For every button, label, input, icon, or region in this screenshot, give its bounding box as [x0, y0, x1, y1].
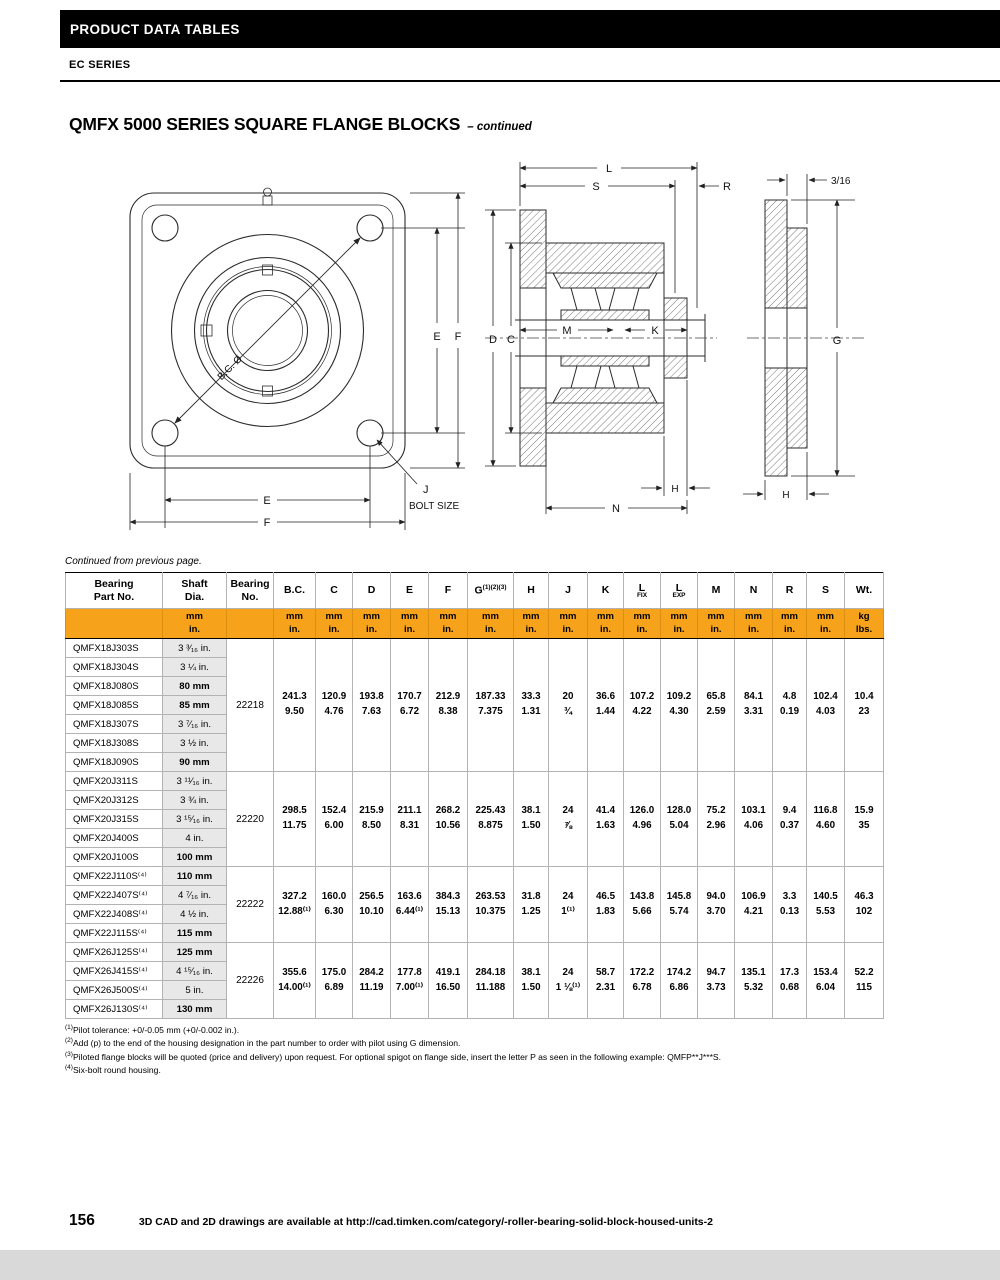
page-title: QMFX 5000 SERIES SQUARE FLANGE BLOCKS — [69, 114, 461, 134]
shaft-dia-cell: 125 mm — [163, 943, 227, 962]
front-view — [130, 188, 405, 468]
col-header-wt: Wt. — [845, 573, 884, 609]
dim-label-j: J — [423, 484, 429, 496]
shaft-dia-cell: 130 mm — [163, 1000, 227, 1019]
dimension-cell: 46.5 1.83 — [588, 867, 624, 943]
dimension-cell: 120.9 4.76 — [316, 639, 353, 772]
part-number-cell: QMFX20J100S — [66, 848, 163, 867]
col-header-shaft-dia: Shaft Dia. — [163, 573, 227, 609]
dim-label-gap: 3/16 — [831, 176, 851, 187]
table-row — [66, 772, 884, 791]
units-cell: mm in. — [163, 609, 227, 639]
units-cell: mm in. — [624, 609, 661, 639]
dim-label-n: N — [612, 503, 620, 515]
units-cell: mm in. — [773, 609, 807, 639]
shaft-dia-cell: 4 ¹⁵⁄₁₆ in. — [163, 962, 227, 981]
part-number-cell: QMFX18J307S — [66, 715, 163, 734]
col-header-j: J — [549, 573, 588, 609]
footer-note: 3D CAD and 2D drawings are available at http://cad.timken.com/category/-roller-bearing-solid-block-housed-units-2 — [138, 1216, 713, 1228]
shaft-dia-cell: 100 mm — [163, 848, 227, 867]
dimension-cell: 58.7 2.31 — [588, 943, 624, 1019]
dim-label-d: D — [489, 334, 497, 346]
col-header-l-fix: L FIX — [624, 573, 661, 609]
shaft-dia-cell: 3 ¼ in. — [163, 658, 227, 677]
dimension-cell: 24 1⁽¹⁾ — [549, 867, 588, 943]
shaft-dia-cell: 4 ½ in. — [163, 905, 227, 924]
dim-label-h-side: H — [782, 490, 790, 501]
continued-note: Continued from previous page. — [65, 556, 202, 567]
bottom-band — [0, 1250, 1000, 1280]
technical-drawing — [65, 146, 935, 550]
shaft-dia-cell: 3 ¹¹⁄₁₆ in. — [163, 772, 227, 791]
part-number-cell: QMFX20J312S — [66, 791, 163, 810]
front-view-dimensions — [130, 193, 465, 530]
part-number-cell: QMFX26J125S⁽⁴⁾ — [66, 943, 163, 962]
part-number-cell: QMFX20J315S — [66, 810, 163, 829]
table-row — [66, 867, 884, 886]
dimension-cell: 103.1 4.06 — [735, 772, 773, 867]
dimension-cell: 15.9 35 — [845, 772, 884, 867]
table-row — [66, 639, 884, 658]
page-title-row — [69, 114, 532, 135]
col-header-m: M — [698, 573, 735, 609]
shaft-dia-cell: 3 ³⁄₁₆ in. — [163, 639, 227, 658]
series-label: EC SERIES — [69, 59, 131, 71]
units-cell: mm in. — [698, 609, 735, 639]
dimension-cell: 41.4 1.63 — [588, 772, 624, 867]
col-header-e: E — [391, 573, 429, 609]
flange-block-drawing — [65, 146, 935, 550]
dimension-cell: 187.33 7.375 — [468, 639, 514, 772]
dimension-cell: 65.8 2.59 — [698, 639, 735, 772]
footnote: $^{(4)}$Six-bolt round housing. — [65, 1063, 161, 1075]
col-header-bearing-no: Bearing No. — [227, 573, 274, 609]
dimension-cell: 163.6 6.44⁽¹⁾ — [391, 867, 429, 943]
dimension-cell: 160.0 6.30 — [316, 867, 353, 943]
dimension-cell: 298.5 11.75 — [274, 772, 316, 867]
dimension-cell: 152.4 6.00 — [316, 772, 353, 867]
part-number-cell: QMFX18J304S — [66, 658, 163, 677]
table-row — [66, 943, 884, 962]
bearing-no-cell: 22220 — [227, 772, 274, 867]
dimension-cell: 10.4 23 — [845, 639, 884, 772]
dimension-cell: 215.9 8.50 — [353, 772, 391, 867]
dim-label-f-bottom: F — [263, 517, 271, 529]
part-number-cell: QMFX18J080S — [66, 677, 163, 696]
top-band — [60, 10, 1000, 48]
part-number-cell: QMFX18J085S — [66, 696, 163, 715]
units-cell: mm in. — [353, 609, 391, 639]
dimension-cell: 172.2 6.78 — [624, 943, 661, 1019]
dimension-cell: 211.1 8.31 — [391, 772, 429, 867]
units-cell: mm in. — [514, 609, 549, 639]
dim-label-e-right: E — [433, 331, 441, 343]
dim-label-h-section: H — [671, 484, 679, 495]
series-rule — [60, 80, 1000, 82]
col-header-s: S — [807, 573, 845, 609]
dimension-cell: 9.4 0.37 — [773, 772, 807, 867]
units-cell-wt: kg lbs. — [845, 609, 884, 639]
part-number-cell: QMFX22J115S⁽⁴⁾ — [66, 924, 163, 943]
dimension-cell: 38.1 1.50 — [514, 943, 549, 1019]
table-units-row — [66, 609, 884, 639]
part-number-cell: QMFX22J110S⁽⁴⁾ — [66, 867, 163, 886]
dimension-cell: 46.3 102 — [845, 867, 884, 943]
part-number-cell: QMFX22J408S⁽⁴⁾ — [66, 905, 163, 924]
dimension-cell: 84.1 3.31 — [735, 639, 773, 772]
dimension-cell: 177.8 7.00⁽¹⁾ — [391, 943, 429, 1019]
dim-label-c: C — [507, 334, 515, 346]
part-number-cell: QMFX26J500S⁽⁴⁾ — [66, 981, 163, 1000]
units-cell-blank — [227, 609, 274, 639]
footnote: $^{(3)}$Piloted flange blocks will be quoted (price and delivery) upon request. For optional spigot on flange side, insert the letter P as seen in the following example: QMFP**J***S. — [65, 1050, 722, 1062]
dim-label-bc: B.C. Ø — [215, 353, 245, 383]
col-header-d: D — [353, 573, 391, 609]
col-header-k: K — [588, 573, 624, 609]
dimension-cell: 94.0 3.70 — [698, 867, 735, 943]
dimension-cell: 128.0 5.04 — [661, 772, 698, 867]
dimension-cell: 38.1 1.50 — [514, 772, 549, 867]
dimension-cell: 4.8 0.19 — [773, 639, 807, 772]
col-header-f: F — [429, 573, 468, 609]
page-number: 156 — [69, 1212, 95, 1229]
dimension-cell: 212.9 8.38 — [429, 639, 468, 772]
dimension-cell: 256.5 10.10 — [353, 867, 391, 943]
dimension-cell: 140.5 5.53 — [807, 867, 845, 943]
dim-label-k: K — [651, 325, 659, 337]
dim-label-bolt-size: BOLT SIZE — [409, 501, 460, 512]
dimension-cell: 268.2 10.56 — [429, 772, 468, 867]
units-cell-blank — [66, 609, 163, 639]
dimension-cell: 106.9 4.21 — [735, 867, 773, 943]
shaft-dia-cell: 3 ¹⁵⁄₁₆ in. — [163, 810, 227, 829]
units-cell: mm in. — [429, 609, 468, 639]
col-header-c: C — [316, 573, 353, 609]
dimension-cell: 225.43 8.875 — [468, 772, 514, 867]
dim-label-f-right: F — [454, 331, 462, 343]
shaft-dia-cell: 3 ¾ in. — [163, 791, 227, 810]
bearing-no-cell: 22222 — [227, 867, 274, 943]
dim-label-r: R — [723, 181, 731, 193]
dimension-cell: 36.6 1.44 — [588, 639, 624, 772]
part-number-cell: QMFX18J308S — [66, 734, 163, 753]
dim-label-m: M — [562, 325, 572, 337]
dimension-cell: 174.2 6.86 — [661, 943, 698, 1019]
dimension-cell: 143.8 5.66 — [624, 867, 661, 943]
dimension-cell: 284.2 11.19 — [353, 943, 391, 1019]
dimension-cell: 170.7 6.72 — [391, 639, 429, 772]
shaft-dia-cell: 80 mm — [163, 677, 227, 696]
dimension-cell: 24 1 ⅛⁽¹⁾ — [549, 943, 588, 1019]
page-footer — [69, 1212, 713, 1230]
units-cell: mm in. — [588, 609, 624, 639]
part-number-cell: QMFX26J415S⁽⁴⁾ — [66, 962, 163, 981]
dimension-cell: 153.4 6.04 — [807, 943, 845, 1019]
units-cell: mm in. — [391, 609, 429, 639]
dimension-cell: 3.3 0.13 — [773, 867, 807, 943]
bearing-no-cell: 22226 — [227, 943, 274, 1019]
col-header-n: N — [735, 573, 773, 609]
table-header-row — [66, 573, 884, 609]
col-header-g: $G^{(1)(2)(3)}$ — [468, 573, 514, 609]
dimension-cell: 31.8 1.25 — [514, 867, 549, 943]
shaft-dia-cell: 90 mm — [163, 753, 227, 772]
dimension-cell: 116.8 4.60 — [807, 772, 845, 867]
page-title-suffix: – continued — [467, 121, 532, 133]
dimension-cell: 109.2 4.30 — [661, 639, 698, 772]
units-cell: mm in. — [274, 609, 316, 639]
shaft-dia-cell: 4 in. — [163, 829, 227, 848]
part-number-cell: QMFX18J303S — [66, 639, 163, 658]
units-cell: mm in. — [316, 609, 353, 639]
col-header-r: R — [773, 573, 807, 609]
dimension-cell: 94.7 3.73 — [698, 943, 735, 1019]
dim-label-e-bottom: E — [263, 495, 271, 507]
dimension-cell: 102.4 4.03 — [807, 639, 845, 772]
col-header-h: H — [514, 573, 549, 609]
units-cell: mm in. — [735, 609, 773, 639]
dimension-cell: 126.0 4.96 — [624, 772, 661, 867]
dimension-cell: 384.3 15.13 — [429, 867, 468, 943]
col-header-part-no: Bearing Part No. — [66, 573, 163, 609]
dimension-cell: 327.2 12.88⁽¹⁾ — [274, 867, 316, 943]
shaft-dia-cell: 3 ½ in. — [163, 734, 227, 753]
footnotes — [65, 1023, 890, 1076]
dimension-cell: 52.2 115 — [845, 943, 884, 1019]
table-section — [65, 556, 890, 1076]
shaft-dia-cell: 85 mm — [163, 696, 227, 715]
dimension-cell: 355.6 14.00⁽¹⁾ — [274, 943, 316, 1019]
dimension-cell: 20 ¾ — [549, 639, 588, 772]
units-cell: mm in. — [468, 609, 514, 639]
dim-label-l: L — [605, 163, 613, 175]
units-cell: mm in. — [549, 609, 588, 639]
dimension-cell: 284.18 11.188 — [468, 943, 514, 1019]
col-header-bc: B.C. — [274, 573, 316, 609]
dimension-cell: 241.3 9.50 — [274, 639, 316, 772]
dimension-cell: 33.3 1.31 — [514, 639, 549, 772]
shaft-dia-cell: 4 ⁷⁄₁₆ in. — [163, 886, 227, 905]
dimension-cell: 193.8 7.63 — [353, 639, 391, 772]
part-number-cell: QMFX20J400S — [66, 829, 163, 848]
part-number-cell: QMFX26J130S⁽⁴⁾ — [66, 1000, 163, 1019]
part-number-cell: QMFX20J311S — [66, 772, 163, 791]
dimension-cell: 145.8 5.74 — [661, 867, 698, 943]
units-cell: mm in. — [807, 609, 845, 639]
shaft-dia-cell: 5 in. — [163, 981, 227, 1000]
part-number-cell: QMFX18J090S — [66, 753, 163, 772]
dimension-cell: 135.1 5.32 — [735, 943, 773, 1019]
dimension-cell: 175.0 6.89 — [316, 943, 353, 1019]
footnote: $^{(2)}$Add (p) to the end of the housing designation in the part number to order with pilot using G dimension. — [65, 1037, 461, 1049]
shaft-dia-cell: 110 mm — [163, 867, 227, 886]
shaft-dia-cell: 3 ⁷⁄₁₆ in. — [163, 715, 227, 734]
dimension-cell: 263.53 10.375 — [468, 867, 514, 943]
col-header-l-exp: L EXP — [661, 573, 698, 609]
bearing-no-cell: 22218 — [227, 639, 274, 772]
units-cell: mm in. — [661, 609, 698, 639]
shaft-dia-cell: 115 mm — [163, 924, 227, 943]
dimension-cell: 17.3 0.68 — [773, 943, 807, 1019]
table-body — [66, 639, 884, 1019]
footnote: $^{(1)}$Pilot tolerance: +0/-0.05 mm (+0/-0.002 in.). — [65, 1024, 240, 1035]
part-number-cell: QMFX22J407S⁽⁴⁾ — [66, 886, 163, 905]
dimension-cell: 107.2 4.22 — [624, 639, 661, 772]
dimension-cell: 24 ⅞ — [549, 772, 588, 867]
dimension-cell: 75.2 2.96 — [698, 772, 735, 867]
dim-label-s: S — [592, 181, 600, 193]
band-title: PRODUCT DATA TABLES — [70, 21, 240, 37]
dimension-cell: 419.1 16.50 — [429, 943, 468, 1019]
dim-label-g: G — [832, 335, 842, 347]
product-data-table — [65, 572, 884, 1019]
